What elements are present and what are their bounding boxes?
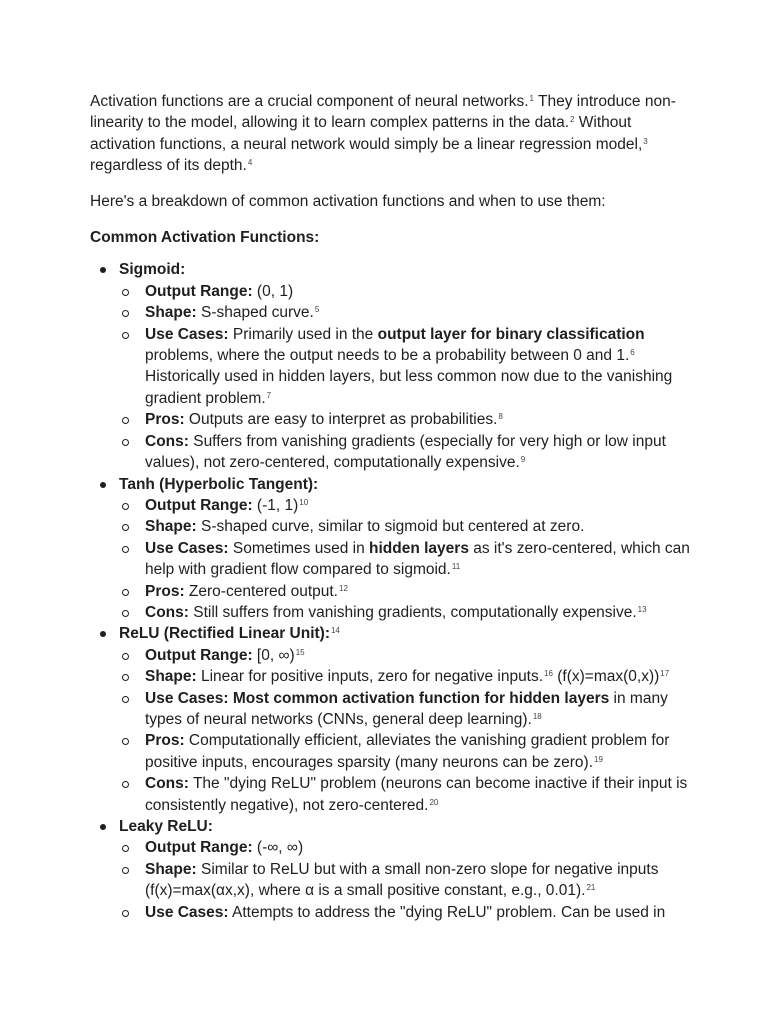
relu-details bbox=[119, 645, 690, 816]
footnote-ref[interactable]: 15 bbox=[295, 647, 305, 657]
footnote-ref[interactable]: 2 bbox=[570, 115, 575, 125]
detail-output-range: Output Range: (0, 1) bbox=[119, 281, 690, 302]
footnote-ref[interactable]: 7 bbox=[266, 390, 272, 400]
footnote-ref[interactable]: 18 bbox=[532, 711, 542, 721]
detail-shape: Shape: S-shaped curve, similar to sigmoid but centered at zero. bbox=[119, 516, 690, 537]
detail-cons: Cons: Still suffers from vanishing gradients, computationally expensive.$^{13}$ bbox=[119, 602, 690, 623]
detail-use-cases: Use Cases: Primarily used in the output layer for binary classification problems, where the output needs to be a probability between 0 and 1.$^6$ Historically used in hidden layers, but less common now due to the vanishing gradient problem.$^7$ bbox=[119, 324, 690, 410]
footnote-ref[interactable]: 21 bbox=[586, 883, 596, 893]
footnote-ref[interactable]: 12 bbox=[339, 583, 348, 593]
footnote-ref[interactable]: 4 bbox=[247, 158, 253, 168]
list-item-sigmoid bbox=[90, 259, 690, 473]
detail-use-cases: Use Cases: Attempts to address the "dying ReLU" problem. Can be used in bbox=[119, 902, 690, 923]
footnote-ref[interactable]: 5 bbox=[314, 305, 320, 315]
item-title: Tanh (Hyperbolic Tangent): bbox=[119, 475, 319, 493]
footnote-ref[interactable]: 14 bbox=[330, 626, 340, 636]
section-heading: Common Activation Functions: bbox=[90, 229, 320, 247]
tanh-details bbox=[119, 495, 690, 623]
footnote-ref[interactable]: 13 bbox=[637, 604, 647, 614]
footnote-ref[interactable]: 20 bbox=[429, 797, 439, 807]
item-title: ReLU (Rectified Linear Unit): bbox=[119, 625, 330, 643]
item-title: Leaky ReLU: bbox=[119, 818, 213, 835]
footnote-ref[interactable]: 16 bbox=[544, 669, 553, 679]
footnote-ref[interactable]: 9 bbox=[520, 455, 526, 465]
detail-output-range: Output Range: [0, ∞)$^{15}$ bbox=[119, 645, 690, 666]
footnote-ref[interactable]: 17 bbox=[660, 669, 670, 679]
footnote-ref[interactable]: 8 bbox=[498, 412, 503, 422]
leaky-relu-details bbox=[119, 837, 690, 923]
detail-use-cases: Use Cases: Most common activation function for hidden layers in many types of neural networks (CNNs, general deep learning).$^{18}$ bbox=[119, 688, 690, 731]
sigmoid-details bbox=[119, 281, 690, 474]
detail-pros: Pros: Zero-centered output.$^{12}$ bbox=[119, 581, 690, 602]
footnote-ref[interactable]: 11 bbox=[451, 562, 461, 572]
detail-cons: Cons: The "dying ReLU" problem (neurons can become inactive if their input is consistently negative), not zero-centered.$^{20}$ bbox=[119, 773, 690, 816]
list-item-leaky-relu bbox=[90, 816, 690, 923]
detail-output-range: Output Range: (-∞, ∞) bbox=[119, 837, 690, 858]
list-item-relu bbox=[90, 623, 690, 816]
activation-function-list bbox=[90, 259, 690, 923]
detail-shape: Shape: Similar to ReLU but with a small non-zero slope for negative inputs (f(x)=max(αx,x), where α is a small positive constant, e.g., 0.01).$^{21}$ bbox=[119, 859, 690, 902]
footnote-ref[interactable]: 19 bbox=[594, 754, 603, 764]
footnote-ref[interactable]: 6 bbox=[630, 348, 635, 358]
detail-shape: Shape: S-shaped curve.$^5$ bbox=[119, 302, 690, 323]
intro-paragraph: Activation functions are a crucial component of neural networks.$^1$ They introduce non-linearity to the model, allowing it to learn complex patterns in the data.$^2$ Without activation functions, a neural network would simply be a linear regression model,$^3$ regardless of its depth.$^4$ bbox=[90, 93, 676, 175]
footnote-ref[interactable]: 3 bbox=[643, 136, 648, 146]
list-item-tanh bbox=[90, 474, 690, 624]
item-title: Sigmoid: bbox=[119, 261, 186, 279]
breakdown-paragraph: Here's a breakdown of common activation functions and when to use them: bbox=[90, 192, 606, 210]
document-body bbox=[90, 91, 690, 923]
detail-pros: Pros: Outputs are easy to interpret as probabilities.$^8$ bbox=[119, 409, 690, 430]
detail-output-range: Output Range: (-1, 1)$^{10}$ bbox=[119, 495, 690, 516]
detail-cons: Cons: Suffers from vanishing gradients (especially for very high or low input values), not zero-centered, computationally expensive.$^9$ bbox=[119, 431, 690, 474]
detail-pros: Pros: Computationally efficient, alleviates the vanishing gradient problem for positive inputs, encourages sparsity (many neurons can be zero).$^{19}$ bbox=[119, 730, 690, 773]
detail-use-cases: Use Cases: Sometimes used in hidden layers as it's zero-centered, which can help with gradient flow compared to sigmoid.$^{11}$ bbox=[119, 538, 690, 581]
footnote-ref[interactable]: 1 bbox=[529, 94, 534, 103]
footnote-ref[interactable]: 10 bbox=[299, 497, 309, 507]
detail-shape: Shape: Linear for positive inputs, zero for negative inputs.$^{16}$ (f(x)=max(0,x))$^{17}$ bbox=[119, 666, 690, 687]
